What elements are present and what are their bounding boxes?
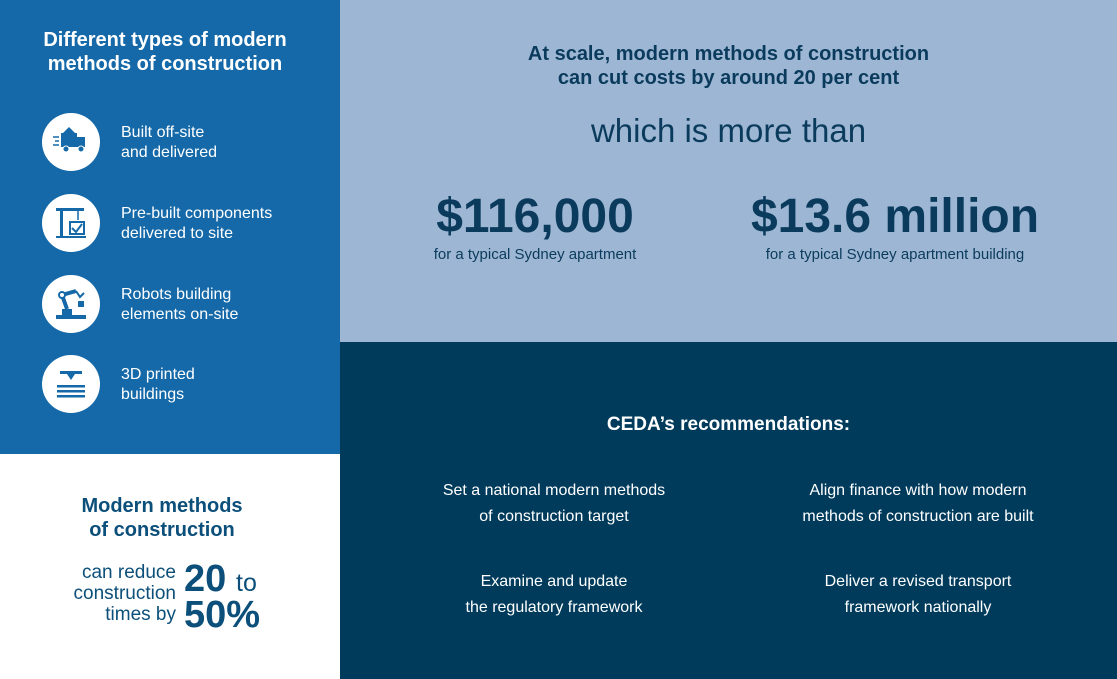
reduce-high-value: 50% (184, 594, 261, 636)
recommendation-item: Examine and update the regulatory framework (465, 573, 643, 616)
stat-label: for a typical Sydney apartment (433, 246, 637, 263)
reduce-low-value: 20 (184, 558, 227, 600)
recommendation-item: Set a national modern methods of construction target (442, 482, 666, 525)
recommendation-item: Deliver a revised transport framework nationally (824, 573, 1012, 616)
stat-value: $13.6 million (750, 190, 1040, 243)
reduce-panel (0, 454, 340, 679)
type-label: 3D printed buildings (121, 366, 195, 403)
recommendations-panel (340, 342, 1117, 679)
type-label: Pre-built components delivered to site (121, 205, 273, 242)
delivery-truck-icon (42, 113, 100, 171)
recommendations-title: CEDA’s recommendations: (606, 414, 851, 435)
types-title: Different types of modern methods of construction (43, 29, 287, 75)
type-item-robots (42, 275, 332, 335)
scale-subtitle: which is more than (590, 112, 867, 149)
types-panel (0, 0, 340, 454)
stat-value: $116,000 (436, 190, 634, 243)
type-label: Robots building elements on-site (121, 286, 239, 323)
scale-title: At scale, modern methods of construction can cut costs by around 20 per cent (527, 43, 930, 89)
3d-printer-icon (42, 355, 100, 413)
stat-label: for a typical Sydney apartment building (765, 246, 1025, 263)
type-item-offsite (42, 113, 332, 173)
reduce-text: can reduce construction times by (73, 562, 176, 625)
scale-panel (340, 0, 1117, 342)
crane-icon (42, 194, 100, 252)
stat-building (725, 190, 1065, 263)
type-item-3d-printed (42, 355, 332, 415)
reduce-title: Modern methods of construction (81, 495, 243, 541)
type-label: Built off-site and delivered (121, 124, 218, 161)
stat-apartment (400, 190, 670, 263)
reduce-to-text: to (236, 569, 257, 597)
recommendation-item: Align finance with how modern methods of construction are built (802, 482, 1034, 525)
robot-arm-icon (42, 275, 100, 333)
type-item-prebuilt (42, 194, 332, 254)
